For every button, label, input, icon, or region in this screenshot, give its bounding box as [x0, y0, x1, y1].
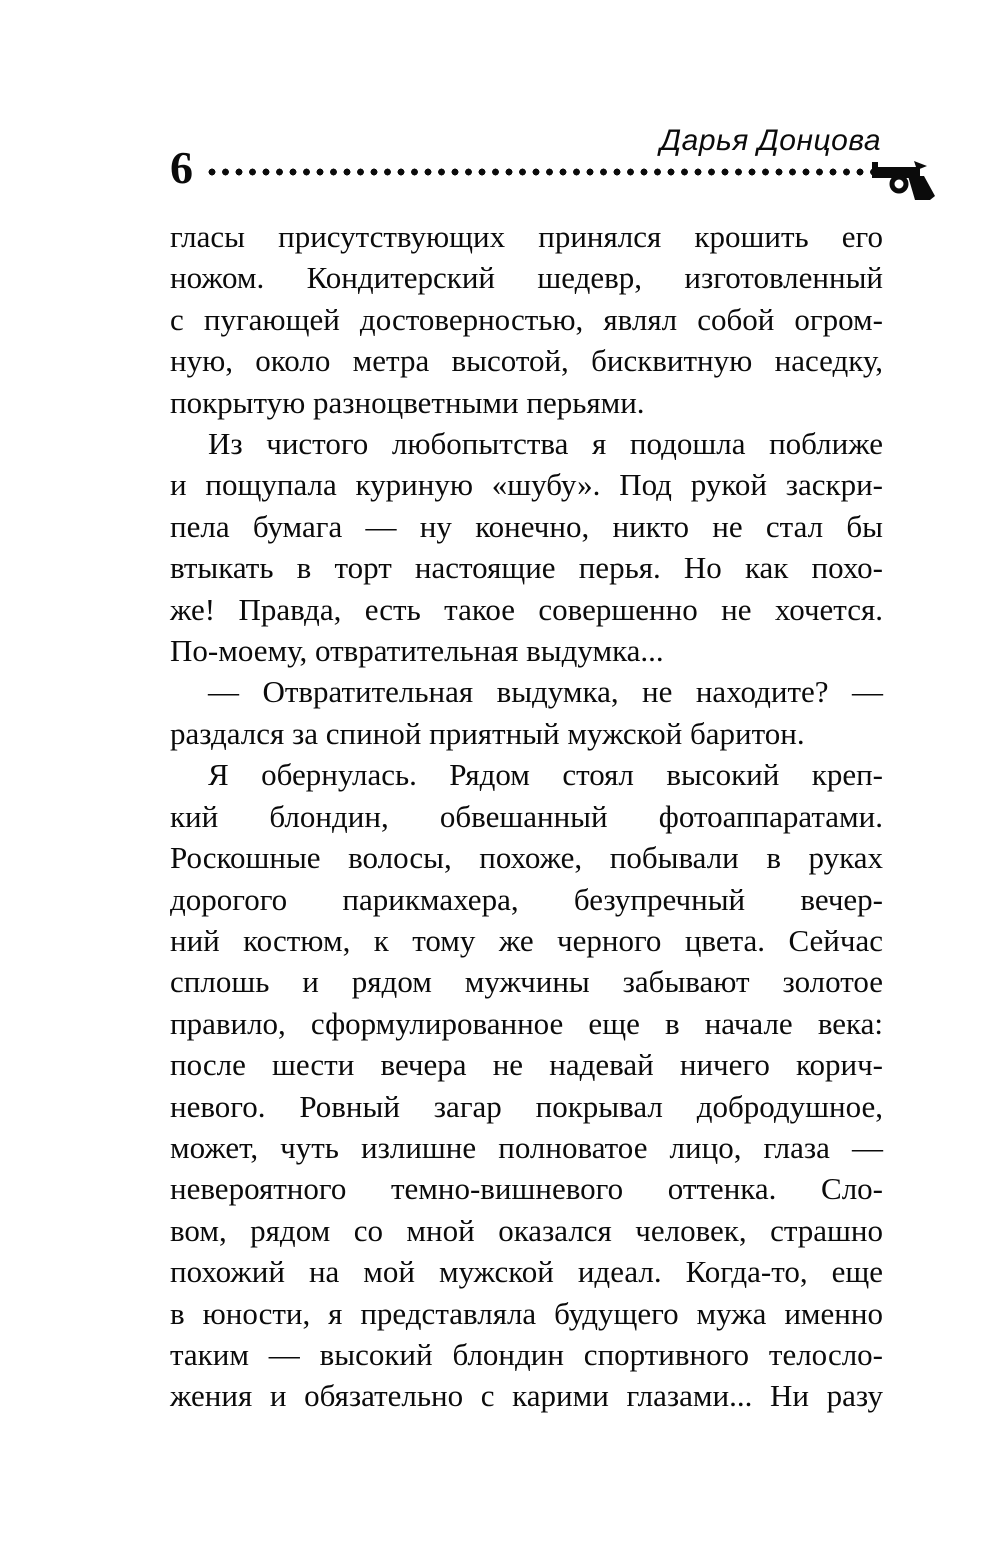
text-line: в юности, я представляла будущего мужа именно	[170, 1295, 883, 1331]
text-line: и пощупала куриную «шубу». Под рукой заскри-	[170, 467, 883, 503]
text-line: покрытую разноцветными перьями.	[170, 384, 645, 420]
page-text	[0, 216, 1000, 1417]
text-line: похожий на мой мужской идеал. Когда-то, еще	[170, 1254, 883, 1290]
text-line: пела бумага — ну конечно, никто не стал бы	[170, 508, 883, 544]
text-line: невероятного темно-вишневого оттенка. Сло-	[170, 1171, 883, 1207]
text-line: правило, сформулированное еще в начале века:	[170, 1005, 883, 1041]
paragraph	[170, 216, 883, 423]
text-line: Из чистого любопытства я подошла поближе	[208, 426, 883, 462]
text-line: таким — высокий блондин спортивного телосло-	[170, 1336, 883, 1372]
text-line: ний костюм, к тому же черного цвета. Сейчас	[170, 922, 883, 958]
text-line: может, чуть излишне полноватое лицо, глаза —	[170, 1129, 883, 1165]
text-line: втыкать в торт настоящие перья. Но как похо-	[170, 550, 883, 586]
text-line: же! Правда, есть такое совершенно не хочется.	[170, 591, 883, 627]
text-line: ножом. Кондитерский шедевр, изготовленный	[170, 260, 883, 296]
text-line: ную, около метра высотой, бисквитную наседку,	[170, 343, 883, 379]
text-line: — Отвратительная выдумка, не находите? —	[208, 674, 883, 710]
paragraph	[170, 423, 883, 671]
text-line: кий блондин, обвешанный фотоаппаратами.	[170, 798, 883, 834]
text-line: По-моему, отвратительная выдумка...	[170, 633, 664, 669]
text-line: невого. Ровный загар покрывал добродушное,	[170, 1088, 883, 1124]
text-line: сплошь и рядом мужчины забывают золотое	[170, 964, 883, 1000]
header-rule-row	[170, 142, 883, 193]
pistol-icon	[871, 154, 939, 202]
text-line: вом, рядом со мной оказался человек, страшно	[170, 1212, 883, 1248]
text-line: гласы присутствующих принялся крошить его	[170, 219, 883, 254]
paragraph	[170, 671, 883, 754]
paragraph	[170, 754, 883, 1417]
text-line: жения и обязательно с карими глазами... Ни разу	[170, 1378, 883, 1414]
text-line: дорогого парикмахера, безупречный вечер-	[170, 881, 883, 917]
dotted-rule	[207, 167, 879, 177]
text-line: Я обернулась. Рядом стоял высокий креп-	[208, 757, 883, 793]
text-line: Роскошные волосы, похоже, побывали в руках	[170, 840, 883, 876]
page-header	[0, 0, 1000, 192]
text-line: после шести вечера не надевай ничего корич-	[170, 1047, 883, 1083]
text-line: раздался за спиной приятный мужской баритон.	[170, 715, 805, 751]
page-number: 6	[170, 142, 193, 193]
running-head-author: Дарья Донцова	[660, 124, 881, 157]
text-line: с пугающей достоверностью, являл собой огром-	[170, 301, 883, 337]
